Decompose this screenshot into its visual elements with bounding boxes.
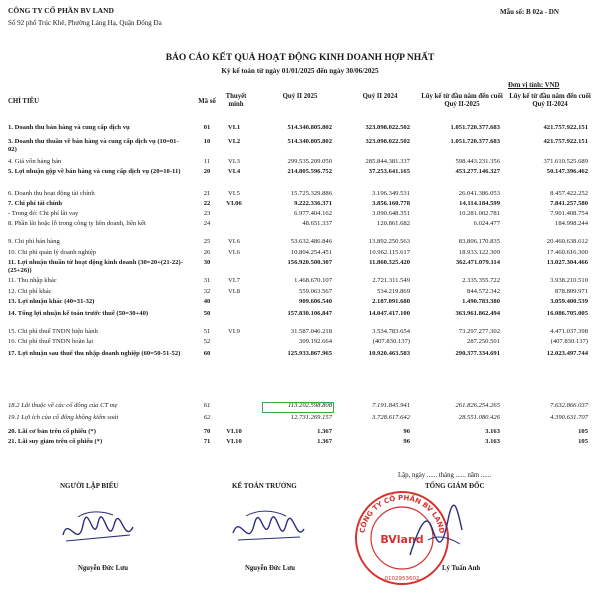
cell-q2-2024: (407.830.137): [372, 338, 410, 345]
cell-note: VI.7: [228, 277, 240, 284]
chief-accountant-name: Nguyễn Đức Lưu: [245, 565, 296, 572]
cell-q2-2025: 157.830.106.847: [287, 310, 332, 317]
cell-code: 21: [203, 190, 211, 197]
cell-ytd-2025: 73.297.277.302: [458, 328, 500, 335]
cell-q2-2025: 12.731.269.157: [290, 414, 332, 421]
cell-ytd-2024: 50.147.396.462: [546, 168, 588, 175]
cell-note: VI.6: [228, 249, 240, 256]
cell-label: 21. Lãi suy giảm trên cổ phiếu (*): [8, 438, 103, 445]
cell-q2-2024: 3.534.783.654: [372, 328, 410, 335]
cell-q2-2025: 514.340.805.802: [287, 138, 332, 145]
cell-ytd-2025: 453.277.146.327: [455, 168, 500, 175]
cell-code: 11: [203, 158, 211, 165]
cell-note: VI.1: [227, 124, 241, 131]
cell-code: 50: [203, 310, 211, 317]
cell-ytd-2025: 1.490.783.380: [462, 298, 500, 305]
col-header-item: CHỈ TIÊU: [8, 98, 40, 105]
cell-code: 32: [203, 288, 211, 295]
cell-code: 22: [203, 200, 211, 207]
cell-ytd-2025: 3.163: [485, 428, 500, 435]
cell-ytd-2025: 26.041.386.053: [458, 190, 500, 197]
cell-note: VI.6: [228, 238, 240, 245]
cell-q2-2024: 3.196.349.531: [372, 190, 410, 197]
cell-label: 6. Doanh thu hoạt động tài chính: [8, 190, 95, 197]
cell-label: 15. Chi phí thuế TNDN hiện hành: [8, 328, 98, 335]
cell-ytd-2024: 8.457.422.252: [550, 190, 588, 197]
cell-ytd-2025: 362.471.079.114: [455, 259, 500, 266]
svg-text:0102953602: 0102953602: [384, 576, 420, 582]
cell-ytd-2024: 17.460.616.300: [546, 249, 588, 256]
cell-q2-2024: 11.860.325.420: [369, 259, 410, 266]
cell-q2-2024: 285.844.381.337: [365, 158, 410, 165]
cell-q2-2025: 559.063.567: [299, 288, 332, 295]
chief-accountant-title: KẾ TOÁN TRƯỞNG: [232, 482, 297, 490]
cell-ytd-2024: 421.757.922.151: [543, 138, 588, 145]
signature-date: Lập, ngày ...... tháng ...... năm ......: [398, 472, 492, 479]
chief-accountant-signature: [228, 505, 308, 555]
cell-ytd-2025: 10.281.002.781: [458, 210, 500, 217]
cell-ytd-2025: 18.933.122.309: [458, 249, 500, 256]
cell-ytd-2024: 105: [578, 428, 588, 435]
cell-ytd-2024: 20.460.638.612: [546, 238, 588, 245]
cell-note: VI.10: [226, 428, 242, 435]
cell-label: 1. Doanh thu bán hàng và cung cấp dịch vụ: [8, 124, 130, 131]
cell-ytd-2024: 3.059.400.539: [550, 298, 588, 305]
form-code: Mẫu số: B 02a - DN: [500, 8, 559, 16]
cell-ytd-2025: 28.551.080.426: [458, 414, 500, 421]
cell-ytd-2024: 421.757.922.151: [543, 124, 588, 131]
cell-ytd-2024: 3.938.210.510: [550, 277, 588, 284]
cell-ytd-2024: 878.809.971: [555, 288, 588, 295]
cell-label: 18.2 Lãi thuộc về các cổ đông của CT mẹ: [8, 402, 118, 409]
cell-code: 61: [203, 402, 211, 409]
cell-code: 40: [203, 298, 211, 305]
cell-label: 12. Chi phí khác: [8, 288, 52, 295]
col-header-q2-2024: Quý II 2024: [362, 93, 398, 100]
cell-q2-2024: 7.191.845.941: [372, 402, 410, 409]
cell-q2-2024: 10.962.115.617: [369, 249, 410, 256]
cell-q2-2024: 323.098.022.502: [365, 124, 410, 131]
cell-q2-2024: 37.253.641.165: [368, 168, 410, 175]
cell-q2-2025: 53.632.486.846: [290, 238, 332, 245]
cell-note: VI.4: [227, 168, 241, 175]
cell-ytd-2025: 290.377.334.691: [455, 350, 500, 357]
cell-ytd-2024: 105: [578, 438, 588, 445]
cell-label: 9. Chi phí bán hàng: [8, 238, 60, 245]
cell-q2-2024: 3.728.617.642: [372, 414, 410, 421]
cell-ytd-2024: (407.830.137): [550, 338, 588, 345]
cell-label: 7. Chi phí tài chính: [8, 200, 63, 207]
cell-code: 62: [203, 414, 211, 421]
preparer-signature: [58, 505, 138, 555]
cell-label: 5. Lợi nhuận gộp về bán hàng và cung cấp dịch vụ (20=10-11): [8, 168, 181, 175]
cell-q2-2025: 156.920.500.307: [287, 259, 332, 266]
cell-ytd-2025: 287.250.501: [467, 338, 500, 345]
cell-q2-2025: 1.367: [317, 428, 332, 435]
cell-note: VI.10: [226, 438, 242, 445]
cell-ytd-2024: 13.027.304.466: [546, 259, 588, 266]
cell-ytd-2024: 7.901.408.754: [550, 210, 588, 217]
report-period: Kỳ kế toán từ ngày 01/01/2025 đến ngày 30/06/2025: [221, 67, 379, 75]
cell-q2-2025: 1.367: [317, 438, 332, 445]
cell-q2-2025: 214.805.596.752: [287, 168, 332, 175]
cell-ytd-2024: 12.023.497.744: [546, 350, 588, 357]
cell-label: 14. Tổng lợi nhuận kế toán trước thuế (50=30+40): [8, 310, 149, 317]
cell-q2-2024: 534.219.869: [377, 288, 410, 295]
cell-code: 01: [203, 124, 211, 131]
cell-label: 17. Lợi nhuận sau thuế thu nhập doanh nghiệp (60=50-51-52): [8, 350, 181, 357]
cell-q2-2024: 2.721.311.549: [372, 277, 410, 284]
cell-ytd-2025: 3.163: [485, 438, 500, 445]
cell-code: 26: [203, 249, 211, 256]
cell-ytd-2024: 4.471.037.398: [550, 328, 588, 335]
cell-q2-2025: 125.933.867.965: [287, 350, 332, 357]
cell-q2-2024: 14.047.417.100: [368, 310, 410, 317]
cell-note: VI.06: [226, 200, 242, 207]
cell-q2-2024: 3.856.160.778: [372, 200, 410, 207]
cell-q2-2025: 9.222.336.371: [294, 200, 332, 207]
cell-code: 70: [203, 428, 211, 435]
cell-code: 23: [203, 210, 211, 217]
cell-ytd-2025: 1.051.720.377.683: [450, 124, 500, 131]
cell-q2-2025: 113.202.598.808: [287, 402, 332, 409]
cell-code: 10: [203, 138, 211, 145]
cell-q2-2024: 10.920.463.583: [368, 350, 410, 357]
cell-q2-2025: 31.587.046.218: [290, 328, 332, 335]
cell-ytd-2024: 7.841.257.580: [550, 200, 588, 207]
cell-label: 4. Giá vốn hàng bán: [8, 158, 62, 165]
cell-q2-2024: 96: [403, 438, 410, 445]
cell-note: VI.5: [228, 190, 240, 197]
director-signature: [398, 500, 468, 565]
cell-label: 16. Chi phí thuế TNDN hoãn lại: [8, 338, 94, 345]
col-header-ytd-2024: Lũy kế từ đầu năm đến cuối Quý II-2024: [509, 93, 591, 108]
director-name: Lý Tuấn Anh: [442, 565, 481, 572]
cell-code: 31: [203, 277, 211, 284]
cell-q2-2024: 2.187.091.680: [372, 298, 410, 305]
cell-ytd-2025: 844.572.342: [467, 288, 500, 295]
svg-text:BVland: BVland: [380, 533, 424, 546]
cell-ytd-2025: 83.806.170.835: [458, 238, 500, 245]
cell-q2-2025: 514.340.805.802: [287, 124, 332, 131]
cell-label: 13. Lợi nhuận khác (40=31-32): [8, 298, 95, 305]
cell-ytd-2024: 7.632.866.037: [550, 402, 588, 409]
company-address: Số 92 phố Trúc Khê, Phường Láng Hạ, Quận Đống Đa: [8, 19, 162, 27]
cell-ytd-2025: 1.051.720.377.683: [450, 138, 500, 145]
svg-text:CÔNG TY CỔ PHẦN BV LAND: CÔNG TY CỔ PHẦN BV LAND: [358, 493, 446, 535]
cell-q2-2024: 96: [403, 428, 410, 435]
cell-q2-2025: 909.606.540: [299, 298, 332, 305]
cell-code: 20: [203, 168, 211, 175]
preparer-title: NGƯỜI LẬP BIỂU: [60, 482, 119, 490]
preparer-name: Nguyễn Đức Lưu: [78, 565, 129, 572]
cell-label: 11. Thu nhập khác: [8, 277, 57, 284]
cell-code: 24: [203, 220, 211, 227]
col-header-note: Thuyết minh: [225, 93, 247, 108]
cell-q2-2025: 299.535.209.050: [287, 158, 332, 165]
cell-ytd-2025: 14.114.184.599: [459, 200, 500, 207]
cell-ytd-2024: 4.390.631.707: [550, 414, 588, 421]
cell-note: VI.9: [228, 328, 240, 335]
cell-q2-2024: 13.892.250.563: [368, 238, 410, 245]
cell-q2-2024: 120.861.682: [377, 220, 410, 227]
cell-note: VI.8: [228, 288, 240, 295]
cell-q2-2024: 323.098.022.502: [365, 138, 410, 145]
cell-q2-2024: 3.090.648.351: [372, 210, 410, 217]
company-name: CÔNG TY CỔ PHẦN BV LAND: [8, 6, 114, 15]
cell-code: 60: [203, 350, 211, 357]
col-header-q2-2025: Quý II 2025: [282, 93, 318, 100]
report-title: BÁO CÁO KẾT QUẢ HOẠT ĐỘNG KINH DOANH HỢP NHẤT: [165, 53, 435, 63]
cell-note: VI.2: [227, 138, 241, 145]
cell-ytd-2025: 363.961.862.494: [455, 310, 500, 317]
cell-q2-2025: 309.192.664: [299, 338, 332, 345]
cell-ytd-2025: 261.826.254.265: [455, 402, 500, 409]
cell-q2-2025: 48.651.337: [302, 220, 332, 227]
cell-label: - Trong đó: Chi phí lãi vay: [8, 210, 79, 217]
cell-code: 30: [203, 259, 211, 266]
cell-code: 25: [203, 238, 211, 245]
cell-q2-2025: 6.977.404.162: [294, 210, 332, 217]
cell-label: 11. Lợi nhuận thuần từ hoạt động kinh doanh (30=20+(21-22)-(25+26)): [8, 259, 183, 274]
cell-label: 20. Lãi cơ bản trên cổ phiếu (*): [8, 428, 96, 435]
cell-ytd-2025: 2.335.355.722: [462, 277, 500, 284]
cell-ytd-2025: 598.443.231.356: [455, 158, 500, 165]
cell-note: VI.3: [228, 158, 240, 165]
cell-ytd-2024: 371.610.525.689: [543, 158, 588, 165]
cell-code: 51: [203, 328, 211, 335]
cell-code: 52: [203, 338, 211, 345]
cell-label: 10. Chi phí quản lý doanh nghiệp: [8, 249, 97, 256]
cell-label: 19.1 Lợi ích của cổ đông không kiểm soát: [8, 414, 119, 421]
cell-q2-2025: 10.804.254.451: [290, 249, 332, 256]
cell-q2-2025: 1.468.670.107: [294, 277, 332, 284]
cell-q2-2025: 15.725.329.886: [290, 190, 332, 197]
col-header-code: Mã số: [198, 98, 216, 105]
cell-code: 71: [203, 438, 211, 445]
cell-ytd-2025: 6.024.477: [473, 220, 500, 227]
cell-label: 3. Doanh thu thuần về bán hàng và cung cấp dịch vụ (10=01-02): [8, 138, 179, 153]
cell-label: 8. Phần lãi hoặc lỗ trong công ty liên doanh, liên kết: [8, 220, 146, 227]
cell-ytd-2024: 16.086.705.005: [546, 310, 588, 317]
col-header-ytd-2025: Lũy kế từ đầu năm đến cuối Quý II-2025: [421, 93, 503, 108]
director-title: TỔNG GIÁM ĐỐC: [425, 482, 485, 490]
currency-unit: Đơn vị tính: VND: [508, 82, 560, 89]
cell-ytd-2024: 184.998.244: [555, 220, 588, 227]
